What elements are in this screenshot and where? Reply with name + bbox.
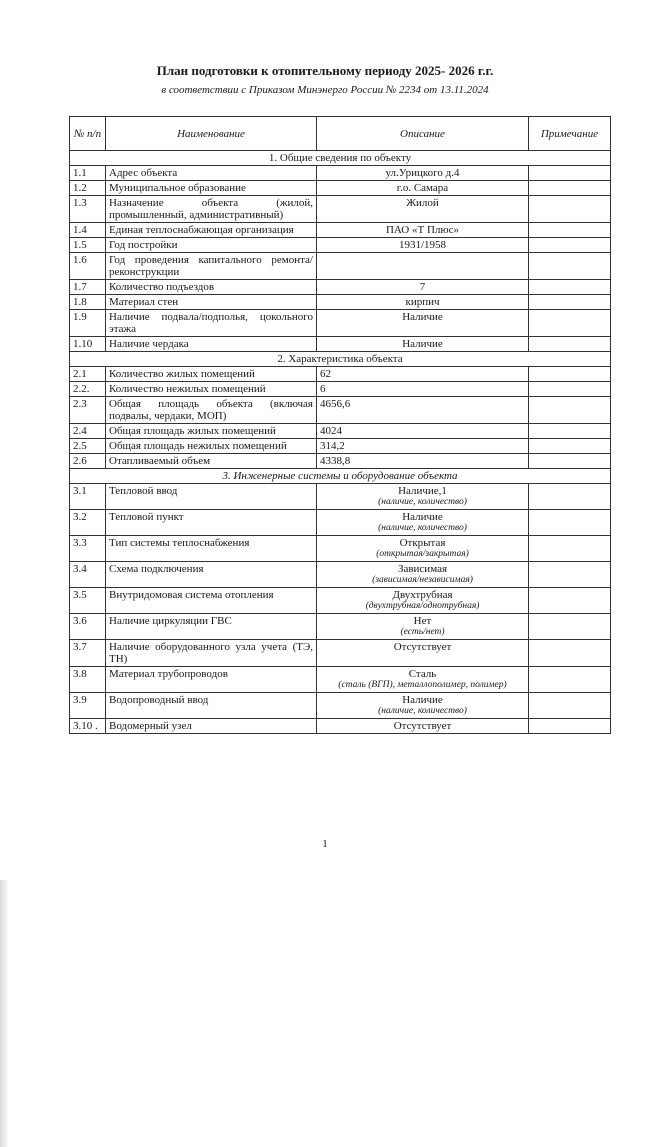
row-value: Наличие [402,511,443,523]
table-row [70,337,611,352]
section-title: 2. Характеристика объекта [70,352,611,367]
row-note [529,367,611,382]
row-description [317,223,529,238]
row-description [317,439,529,454]
row-note [529,454,611,469]
row-description [317,562,529,588]
row-value: Жилой [406,197,439,209]
row-value: 6 [320,383,326,395]
row-number: 2.2. [70,382,106,397]
section-row [70,151,611,166]
row-number: 3.9 [70,693,106,719]
table-row [70,280,611,295]
row-note [529,397,611,424]
row-name: Общая площадь жилых помещений [106,424,317,439]
table-row [70,367,611,382]
row-value: Отсутствует [393,720,452,732]
row-hint: (зависимая/независимая) [372,575,473,585]
table-row [70,640,611,667]
row-note [529,693,611,719]
row-name: Общая площадь нежилых помещений [106,439,317,454]
row-description [317,484,529,510]
row-description [317,181,529,196]
row-number: 3.2 [70,510,106,536]
row-number: 2.5 [70,439,106,454]
row-description [317,295,529,310]
row-number: 1.4 [70,223,106,238]
row-note [529,310,611,337]
row-note [529,337,611,352]
row-number: 2.6 [70,454,106,469]
row-description [317,238,529,253]
row-description [317,397,529,424]
row-number: 3.8 [70,667,106,693]
row-number: 1.1 [70,166,106,181]
table-row [70,424,611,439]
row-number: 3.6 [70,614,106,640]
row-note [529,424,611,439]
row-name: Материал трубопроводов [106,667,317,693]
row-description [317,510,529,536]
row-value: Отсутствует [393,641,452,653]
row-description [317,280,529,295]
row-description [317,693,529,719]
row-value: Наличие [402,338,443,350]
row-value: Наличие [402,311,443,323]
table-row [70,536,611,562]
row-note [529,719,611,734]
row-name: Схема подключения [106,562,317,588]
row-name: Единая теплоснабжающая организация [106,223,317,238]
row-note [529,439,611,454]
row-value: Наличие [402,694,443,706]
row-note [529,562,611,588]
row-description [317,382,529,397]
row-number: 1.10 [70,337,106,352]
row-number: 3.7 [70,640,106,667]
row-number: 1.9 [70,310,106,337]
row-number: 1.6 [70,253,106,280]
row-name: Отапливаемый объем [106,454,317,469]
row-name: Общая площадь объекта (включая подвалы, чердаки, МОП) [106,397,317,424]
row-description [317,337,529,352]
row-hint: (двухтрубная/однотрубная) [365,601,480,611]
row-name: Наличие циркуляции ГВС [106,614,317,640]
row-value: 7 [419,281,426,293]
row-name: Водомерный узел [106,719,317,734]
row-number: 3.5 [70,588,106,614]
row-value: ПАО «Т Плюс» [385,224,460,236]
row-number: 3.3 [70,536,106,562]
row-note [529,295,611,310]
row-hint: (есть/нет) [400,627,445,637]
scan-edge-shadow [0,880,9,1147]
row-value: Зависимая [397,563,448,575]
row-description [317,310,529,337]
row-note [529,253,611,280]
row-name: Тепловой пункт [106,510,317,536]
document-title: План подготовки к отопительному периоду 2025- 2026 г.г. [156,63,494,78]
row-number: 3.1 [70,484,106,510]
document-subtitle: в соответствии с Приказом Минэнерго России № 2234 от 13.11.2024 [161,84,489,96]
row-description [317,424,529,439]
row-description [317,719,529,734]
row-note [529,588,611,614]
table-row [70,562,611,588]
row-note [529,510,611,536]
row-note [529,181,611,196]
row-name: Внутридомовая система отопления [106,588,317,614]
table-row [70,719,611,734]
row-hint: (сталь (ВГП), металлополимер, полимер) [338,680,507,690]
row-note [529,166,611,181]
row-number: 2.4 [70,424,106,439]
row-name: Год проведения капитального ремонта/реконструкции [106,253,317,280]
section-row [70,469,611,484]
header-name: Наименование [106,117,317,151]
row-name: Год постройки [106,238,317,253]
row-note [529,223,611,238]
table-row [70,382,611,397]
row-description [317,536,529,562]
table-row [70,693,611,719]
table-row [70,439,611,454]
row-number: 2.1 [70,367,106,382]
row-name: Назначение объекта (жилой, промышленный, административный) [106,196,317,223]
row-description [317,196,529,223]
row-note [529,536,611,562]
row-number: 1.2 [70,181,106,196]
row-hint: (наличие, количество) [378,523,467,533]
row-description [317,166,529,181]
header-num: № п/п [70,117,106,151]
table-row [70,667,611,693]
row-note [529,640,611,667]
table-row [70,196,611,223]
row-description [317,667,529,693]
row-number: 1.5 [70,238,106,253]
row-number: 1.3 [70,196,106,223]
row-hint: (наличие, количество) [378,706,467,716]
table-row [70,510,611,536]
row-value: г.о. Самара [396,182,449,194]
row-note [529,196,611,223]
row-note [529,484,611,510]
row-name: Наличие подвала/подполья, цокольного этажа [106,310,317,337]
row-value: Наличие,1 [398,485,447,497]
table-row [70,397,611,424]
row-value: 62 [320,368,331,380]
table-row [70,614,611,640]
row-note [529,238,611,253]
page-number: 1 [322,838,328,850]
row-note [529,280,611,295]
row-number: 3.10 . [70,719,106,734]
table-header-row [70,117,611,151]
table-row [70,484,611,510]
row-description [317,253,529,280]
header-note: Примечание [529,117,611,151]
row-number: 3.4 [70,562,106,588]
row-value: ул.Урицкого д.4 [385,167,460,179]
header-desc: Описание [317,117,529,151]
section-title: 1. Общие сведения по объекту [70,151,611,166]
row-value: Нет [413,615,432,627]
row-description [317,367,529,382]
row-name: Наличие оборудованного узла учета (ТЭ, ТН) [106,640,317,667]
row-name: Муниципальное образование [106,181,317,196]
row-name: Адрес объекта [106,166,317,181]
table-row [70,166,611,181]
table-row [70,253,611,280]
row-description [317,614,529,640]
row-note [529,667,611,693]
row-value: Сталь [408,668,437,680]
table-row [70,238,611,253]
section-row [70,352,611,367]
row-value: 4024 [320,425,342,437]
row-name: Тип системы теплоснабжения [106,536,317,562]
row-hint: (наличие, количество) [378,497,467,507]
row-name: Количество подъездов [106,280,317,295]
row-value: 4656,6 [320,398,351,410]
plan-table [69,116,611,734]
row-name: Количество жилых помещений [106,367,317,382]
table-row [70,223,611,238]
row-value: 4338,8 [320,455,351,467]
row-note [529,382,611,397]
table-row [70,310,611,337]
row-value: 314,2 [320,440,345,452]
table-body [70,151,611,734]
table-row [70,295,611,310]
row-hint: (открытая/закрытая) [376,549,469,559]
row-name: Наличие чердака [106,337,317,352]
row-description [317,640,529,667]
table-row [70,181,611,196]
row-value: Открытая [399,537,446,549]
table-row [70,588,611,614]
section-title: 3. Инженерные системы и оборудование объекта [70,469,611,484]
row-number: 2.3 [70,397,106,424]
row-note [529,614,611,640]
row-value: 1931/1958 [398,239,447,251]
row-description [317,588,529,614]
row-name: Материал стен [106,295,317,310]
row-name: Водопроводный ввод [106,693,317,719]
row-number: 1.8 [70,295,106,310]
row-name: Тепловой ввод [106,484,317,510]
row-name: Количество нежилых помещений [106,382,317,397]
row-description [317,454,529,469]
row-number: 1.7 [70,280,106,295]
table-row [70,454,611,469]
row-value: Двухтрубная [392,589,453,601]
row-value: кирпич [405,296,440,308]
